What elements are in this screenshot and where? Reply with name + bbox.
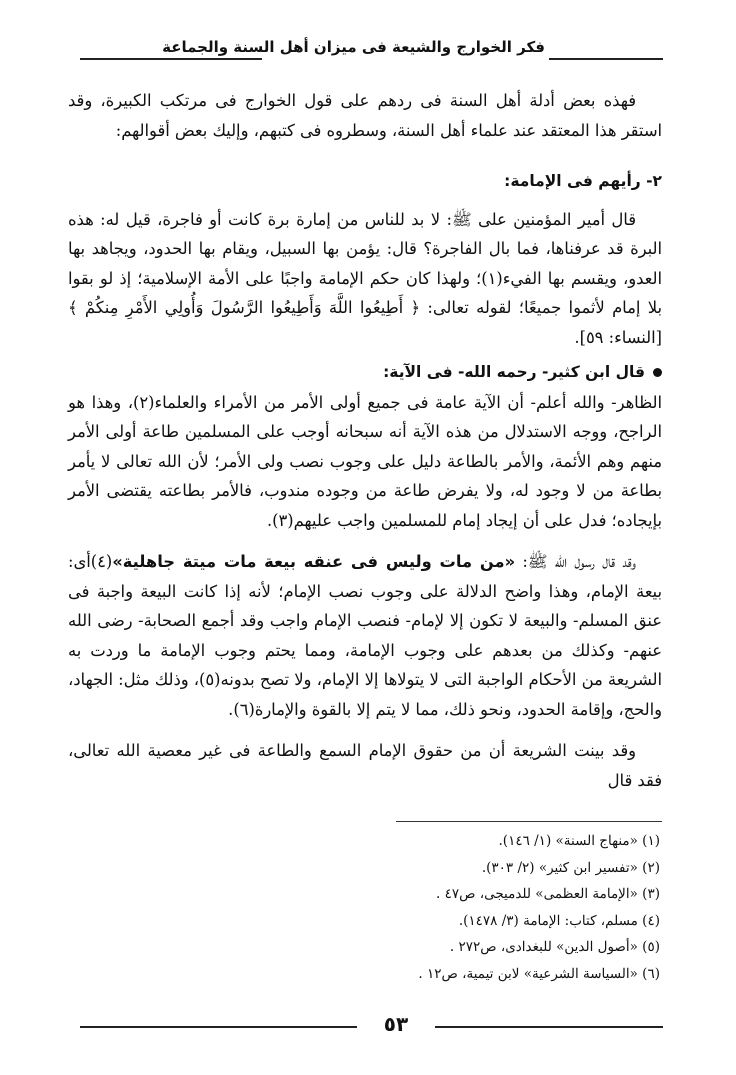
subheading-ibn-kathir-text: قال ابن كثير- رحمه الله- فى الآية: — [383, 363, 645, 381]
footer-rule-left — [80, 1026, 357, 1028]
hadith-lead: وقد قال رسول الله ﷺ: — [522, 552, 636, 571]
footnote-3: (٣) «الإمامة العظمى» للدميجى، ص٤٧ . — [436, 886, 660, 902]
footnote-4: (٤) مسلم، كتاب: الإمامة (٣/ ١٤٧٨). — [458, 912, 660, 929]
paragraph-intro: فهذه بعض أدلة أهل السنة فى ردهم على قول الخوارج فى مرتكب الكبيرة، وقد استقر هذا المعتقد عند علماء أهل السنة، وسطروه فى كتبهم، وإليك بعض أقوالهم: — [68, 91, 662, 140]
section-heading-imamah: ٢- رأيهم فى الإمامة: — [504, 172, 662, 190]
footnote-separator — [396, 821, 662, 822]
footnote-6: (٦) «السياسة الشرعية» لابن تيمية، ص١٢ . — [418, 965, 660, 982]
paragraph-hadith — [68, 547, 662, 724]
main-text — [68, 86, 662, 795]
paragraph-ali-quote: قال أمير المؤمنين على ﷺ: لا بد للناس من إمارة برة كانت أو فاجرة، قيل له: هذه البرة قد عرفناها، فما بال الفاجرة؟ قال: يؤمن بها السبيل، ويقام بها الحدود، ويجاهد بها العدو، ويقسم بها الفيء(١)؛ ولهذا كان حكم الإمامة واجبًا على الأمة الإسلامية؛ إذ لو بقوا بلا إمام لأثموا جميعًا؛ لقوله تعالى: ﴿ أَطِيعُوا اللَّهَ وَأَطِيعُوا الرَّسُولَ وَأُولِي الأَمْرِ مِنكُمْ ﴾ [النساء: ٥٩]. — [68, 209, 662, 347]
footer-rule-right — [435, 1026, 663, 1028]
hadith-text: «من مات وليس فى عنقه بيعة مات ميتة جاهلية» — [112, 552, 516, 571]
header-rule-left — [80, 58, 262, 60]
footnote-1: (١) «منهاج السنة» (١/ ١٤٦). — [498, 833, 660, 849]
header-rule-right — [549, 58, 663, 60]
page-number: ٥٣ — [383, 1012, 409, 1036]
paragraph-obedience: وقد بينت الشريعة أن من حقوق الإمام السمع والطاعة فى غير معصية الله تعالى، فقد قال — [68, 741, 662, 790]
subheading-ibn-kathir — [68, 358, 662, 388]
paragraph-ibn-kathir: الظاهر- والله أعلم- أن الآية عامة فى جميع أولى الأمر من الأمراء والعلماء(٢)، وهذا هو الراجح، ووجه الاستدلال من هذه الآية أنه سبحانه أوجب على المسلمين طاعة أولى الأمر منهم وهم الأئمة، والأمر بالطاعة دليل على وجوب نصب ولى الأمر؛ لأن الله تعالى لا يأمر بطاعة من لا وجود له، ولا يفرض طاعة من وجوده مندوب، فالأمر بطاعته يقتضى الأمر بإيجاده؛ فدل على أن إيجاد إمام للمسلمين واجب عليهم(٣). — [68, 392, 662, 530]
running-header-title: فكر الخوارج والشيعة فى ميزان أهل السنة والجماعة — [162, 38, 545, 56]
footnote-5: (٥) «أصول الدين» للبغدادى، ص٢٧٢ . — [449, 939, 660, 955]
footnote-2: (٢) «تفسير ابن كثير» (٢/ ٣٠٣). — [481, 859, 660, 876]
footnotes — [260, 828, 660, 987]
bullet-icon — [653, 368, 662, 377]
hadith-commentary: (٤)أى: بيعة الإمام، وهذا واضح الدلالة على وجوب نصب الإمام؛ لأنه إذا كانت البيعة واجبة فى عنق المسلم- والبيعة لا تكون إلا لإمام- فنصب الإمام واجب وقد أجمع الصحابة- رضى الله عنهم- وكذلك من بعدهم على وجوب الإمامة، ومما يحتم وجوب الإمامة ما وردت به الشريعة من الأحكام الواجبة التى لا يتولاها إلا الإمام، ولا تصح بدونه(٥)، وذلك مثل: الجهاد، والحج، وإقامة الحدود، ونحو ذلك، مما لا يتم إلا بالقوة والإمارة(٦). — [68, 552, 662, 719]
